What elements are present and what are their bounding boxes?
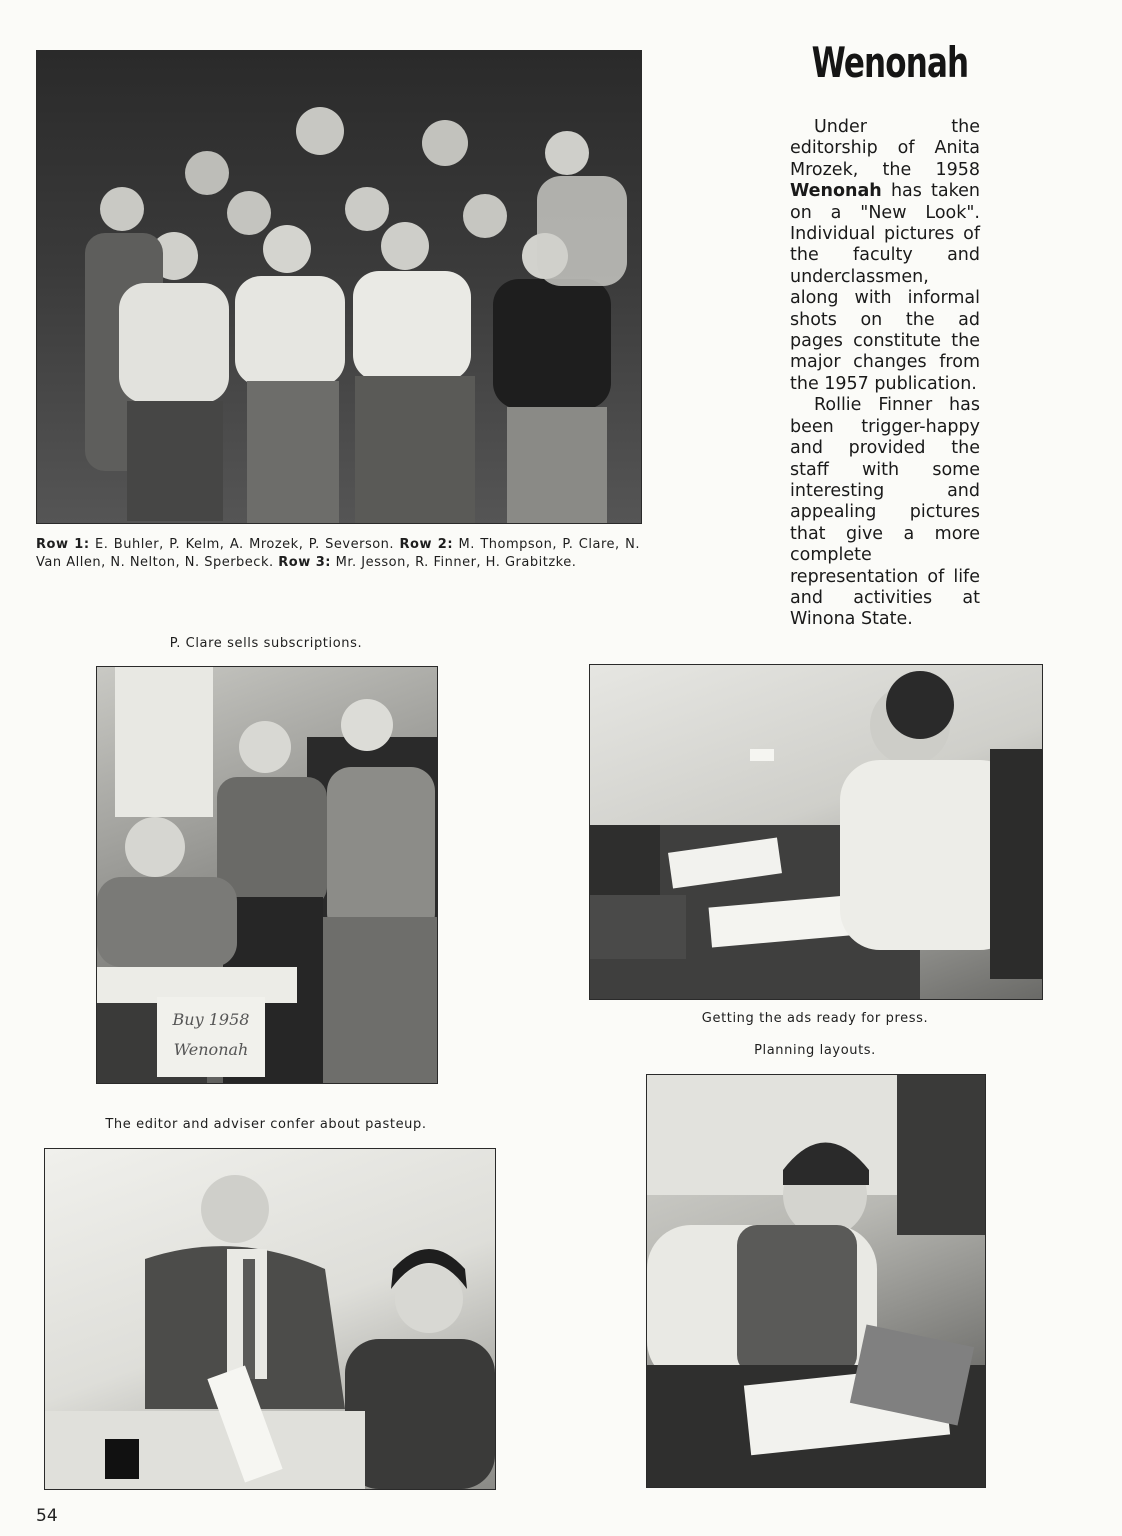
layouts-caption: Planning layouts. [754,1043,876,1058]
pasteup-caption: The editor and adviser confer about pasteup. [105,1117,427,1132]
row1-names: E. Buhler, P. Kelm, A. Mrozek, P. Severson. [95,537,395,552]
ads-photo [589,664,1043,1000]
row2-label: Row 2: [399,537,454,552]
row3-label: Row 3: [278,555,331,570]
article-intro: Under the editorship of Anita Mrozek, the 1958 [790,117,980,180]
row2-names: M. Thompson, P. Clare, N. Van Allen, N. Nelton, N. Sperbeck. [36,537,640,570]
buy-sign-line-2: Wenonah [173,1040,249,1059]
row1-label: Row 1: [36,537,90,552]
subscriptions-caption: P. Clare sells subscriptions. [169,636,363,651]
article-publication-name: Wenonah [790,181,882,202]
article-p1-rest: has taken on a "New Look". Individual pictures of the faculty and underclassmen, along with informal shots on the ad pages constitute the major changes from the 1957 publication. [790,181,980,394]
layouts-photo [646,1074,986,1488]
article-paragraph-2: Rollie Finner has been trigger-happy and provided the staff with some interesting and appealing pictures that give a more complete representation of life and activities at Winona State. [790,395,980,630]
buy-sign [161,1005,261,1065]
ads-caption: Getting the ads ready for press. [701,1011,929,1026]
group-photo-caption [36,536,640,572]
pasteup-photo [44,1148,496,1490]
page-number: 54 [36,1506,58,1526]
page-title: Wenonah [811,38,969,87]
article-paragraph-1 [790,117,980,395]
subscriptions-photo [96,666,438,1084]
article-body [790,117,980,631]
buy-sign-line-1: Buy 1958 [172,1010,250,1029]
row3-names: Mr. Jesson, R. Finner, H. Grabitzke. [335,555,577,570]
group-photo-people [37,51,641,523]
group-photo [36,50,642,524]
